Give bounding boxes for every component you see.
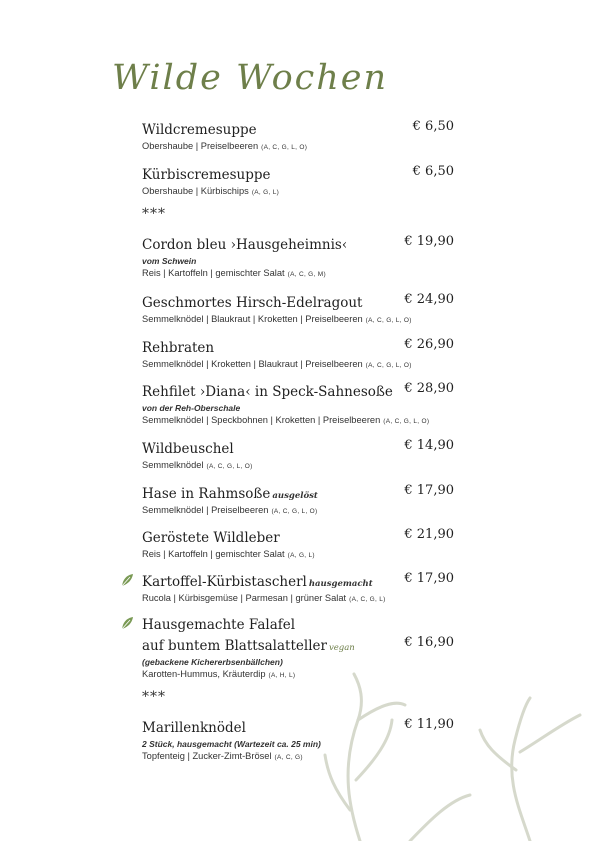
allergen-codes: (A, C, G, L, O)	[365, 362, 412, 369]
item-description: Semmelknödel | Speckbohnen | Kroketten | Preiselbeeren (A, C, G, L, O)	[142, 415, 430, 425]
allergen-codes: (A, G, L)	[287, 552, 315, 559]
item-price: € 24,90	[404, 292, 454, 307]
item-description: Reis | Kartoffeln | gemischter Salat (A, G, L)	[142, 549, 315, 559]
item-price: € 17,90	[404, 571, 454, 586]
item-name: Rehfilet ›Diana‹ in Speck-Sahnesoße	[142, 384, 393, 400]
section-separator: ***	[142, 689, 166, 705]
item-price: € 19,90	[404, 234, 454, 249]
section-separator: ***	[142, 206, 166, 222]
menu-title: Wilde Wochen	[112, 58, 389, 98]
item-name-line2: auf buntem Blattsalatteller	[142, 638, 327, 654]
item-name: Hausgemachte Falafel	[142, 617, 296, 633]
menu-item	[142, 438, 454, 473]
allergen-codes: (A, C, G, L)	[349, 596, 386, 603]
leaf-icon	[120, 616, 134, 630]
item-note: ausgelöst	[272, 491, 318, 501]
item-name: Kürbiscremesuppe	[142, 167, 271, 183]
allergen-codes: (A, H, L)	[268, 672, 296, 679]
menu-item	[142, 292, 454, 327]
item-price: € 6,50	[412, 164, 454, 179]
allergen-codes: (A, C, G)	[274, 754, 303, 761]
leaf-icon	[120, 573, 134, 587]
item-description: Obershaube | Preiselbeeren (A, C, G, L, O)	[142, 141, 308, 151]
item-subline: von der Reh-Oberschale	[142, 403, 241, 413]
allergen-codes: (A, C, G, M)	[287, 271, 326, 278]
menu-item	[142, 119, 454, 154]
allergen-codes: (A, C, G, L, O)	[383, 418, 430, 425]
item-note: vegan	[328, 643, 355, 653]
menu-item	[142, 483, 454, 518]
item-price: € 26,90	[404, 337, 454, 352]
allergen-codes: (A, C, G, L, O)	[206, 463, 253, 470]
menu-item	[142, 614, 454, 682]
menu-item	[142, 381, 454, 428]
item-description: Semmelknödel | Kroketten | Blaukraut | Preiselbeeren (A, C, G, L, O)	[142, 359, 412, 369]
item-name: Rehbraten	[142, 340, 215, 356]
menu-item	[142, 717, 454, 764]
item-description: Rucola | Kürbisgemüse | Parmesan | grüner Salat (A, C, G, L)	[142, 593, 386, 603]
item-description: Semmelknödel | Preiselbeeren (A, C, G, L, O)	[142, 505, 318, 515]
item-description: Obershaube | Kürbischips (A, G, L)	[142, 186, 280, 196]
item-price: € 17,90	[404, 483, 454, 498]
allergen-codes: (A, G, L)	[251, 189, 280, 196]
item-price: € 14,90	[404, 438, 454, 453]
item-name: Cordon bleu ›Hausgeheimnis‹	[142, 237, 348, 253]
menu-item	[142, 234, 454, 281]
item-name: Hase in Rahmsoße	[142, 486, 271, 502]
item-price: € 21,90	[404, 527, 454, 542]
item-subline: 2 Stück, hausgemacht (Wartezeit ca. 25 min)	[142, 739, 321, 749]
item-price: € 16,90	[404, 635, 454, 650]
item-note: hausgemacht	[308, 579, 373, 589]
menu-item	[142, 571, 454, 606]
allergen-codes: (A, C, G, L, O)	[261, 144, 308, 151]
item-name: Geschmortes Hirsch-Edelragout	[142, 295, 363, 311]
item-name: Wildbeuschel	[142, 441, 234, 457]
menu-item	[142, 164, 454, 199]
item-description: Reis | Kartoffeln | gemischter Salat (A, C, G, M)	[142, 268, 326, 278]
item-price: € 6,50	[412, 119, 454, 134]
item-description: Semmelknödel | Blaukraut | Kroketten | Preiselbeeren (A, C, G, L, O)	[142, 314, 412, 324]
allergen-codes: (A, C, G, L, O)	[365, 317, 412, 324]
item-name: Kartoffel-Kürbistascherl	[142, 574, 307, 590]
allergen-codes: (A, C, G, L, O)	[271, 508, 318, 515]
item-name: Marillenknödel	[142, 720, 246, 736]
item-price: € 28,90	[404, 381, 454, 396]
item-price: € 11,90	[404, 717, 454, 732]
item-subline: vom Schwein	[142, 256, 197, 266]
item-description: Semmelknödel (A, C, G, L, O)	[142, 460, 253, 470]
item-name: Wildcremesuppe	[142, 122, 257, 138]
item-description: Topfenteig | Zucker-Zimt-Brösel (A, C, G)	[142, 751, 303, 761]
item-subline: (gebackene Kichererbsenbällchen)	[142, 657, 283, 667]
menu-item	[142, 527, 454, 562]
item-description: Karotten-Hummus, Kräuterdip (A, H, L)	[142, 669, 296, 679]
menu-item	[142, 337, 454, 372]
item-name: Geröstete Wildleber	[142, 530, 280, 546]
